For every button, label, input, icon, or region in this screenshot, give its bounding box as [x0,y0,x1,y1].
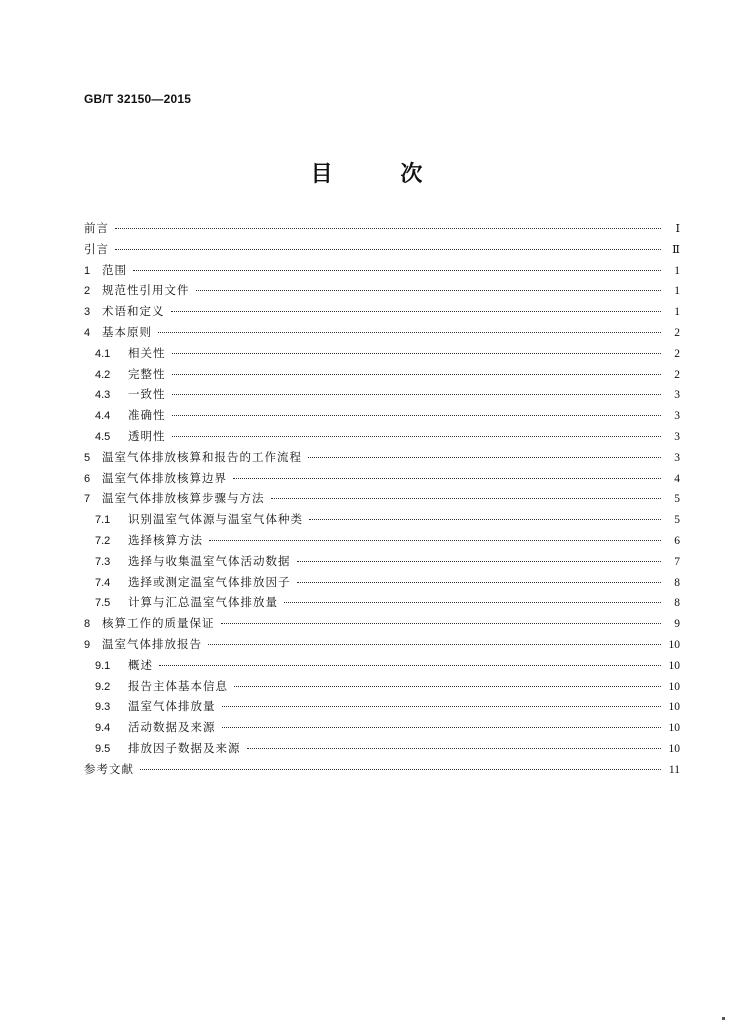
toc-entry-label: 核算工作的质量保证 [102,616,215,631]
table-of-contents [84,218,680,780]
toc-entry-number: 2 [84,285,91,298]
toc-entry-page: 6 [674,534,680,547]
dot-leader [172,435,662,437]
scan-mark [722,1017,725,1020]
toc-entry[interactable] [84,655,680,676]
toc-entry-page: 11 [668,763,680,776]
toc-entry-label: 范围 [102,262,127,277]
toc-entry-page: 2 [674,347,680,360]
toc-entry-number: 9.3 [95,701,111,714]
dot-leader [222,726,662,728]
toc-entry-label: 温室气体排放报告 [102,636,202,651]
toc-entry-page: 5 [674,493,680,506]
page-title: 目 次 [310,161,453,187]
toc-entry-label: 完整性 [128,366,166,381]
dot-leader [234,685,661,687]
toc-entry[interactable] [84,468,680,489]
dot-leader [271,497,662,499]
toc-entry[interactable] [84,239,680,260]
toc-entry-label: 活动数据及来源 [128,720,216,735]
toc-entry-number: 9.4 [95,722,111,735]
toc-entry-label: 温室气体排放核算步骤与方法 [102,491,265,506]
dot-leader [172,393,662,395]
toc-entry[interactable] [84,488,680,509]
toc-entry-page: 2 [674,326,680,339]
dot-leader [140,768,661,770]
toc-entry-label: 一致性 [128,387,166,402]
toc-entry-number: 5 [84,451,91,464]
toc-entry-label: 温室气体排放核算和报告的工作流程 [102,449,302,464]
toc-entry-number: 1 [84,264,91,277]
dot-leader [208,643,661,645]
dot-leader [221,622,662,624]
toc-entry-number: 9.1 [95,659,111,672]
dot-leader [171,310,662,312]
toc-entry[interactable] [84,592,680,613]
toc-entry-label: 选择核算方法 [128,532,203,547]
toc-entry-page: 2 [674,368,680,381]
toc-entry-label: 准确性 [128,408,166,423]
dot-leader [209,539,661,541]
toc-entry-page: 10 [668,680,680,693]
toc-entry-number: 4 [84,326,91,339]
toc-entry-page: 10 [668,659,680,672]
toc-entry[interactable] [84,405,680,426]
toc-entry-page: 4 [674,472,680,485]
toc-entry-number: 7.1 [95,514,111,527]
dot-leader [196,289,662,291]
toc-entry-label: 排放因子数据及来源 [128,740,241,755]
toc-entry-label: 温室气体排放核算边界 [102,470,227,485]
toc-entry[interactable] [84,572,680,593]
dot-leader [247,747,662,749]
toc-entry-page: 7 [674,555,680,568]
toc-entry-number: 7.2 [95,534,111,547]
toc-entry-page: 9 [674,618,680,631]
dot-leader [222,705,662,707]
toc-entry-page: 3 [674,451,680,464]
toc-entry-label: 规范性引用文件 [102,283,190,298]
toc-entry-page: Ⅱ [672,243,680,256]
dot-leader [309,518,661,520]
toc-entry[interactable] [84,530,680,551]
dot-leader [115,248,661,250]
toc-entry-number: 4.5 [95,430,111,443]
dot-leader [172,373,662,375]
toc-entry-page: Ⅰ [675,223,680,235]
dot-leader [133,269,661,271]
toc-entry-number: 3 [84,306,91,319]
toc-entry-page: 1 [674,264,680,277]
dot-leader [115,227,661,229]
toc-entry-number: 7 [84,493,91,506]
toc-entry[interactable] [84,613,680,634]
toc-entry-page: 3 [674,389,680,402]
toc-entry-number: 7.3 [95,555,111,568]
dot-leader [297,560,662,562]
toc-entry-page: 3 [674,410,680,423]
toc-entry[interactable] [84,218,680,239]
toc-entry-number: 8 [84,618,91,631]
toc-entry-number: 9.2 [95,680,111,693]
toc-entry[interactable] [84,634,680,655]
toc-entry[interactable] [84,676,680,697]
toc-entry-label: 前言 [84,221,109,235]
dot-leader [297,581,662,583]
toc-entry-label: 基本原则 [102,324,152,339]
toc-entry-page: 10 [668,701,680,714]
toc-entry-number: 6 [84,472,91,485]
toc-entry[interactable] [84,260,680,281]
toc-entry-page: 1 [674,285,680,298]
toc-entry-label: 概述 [128,657,153,672]
toc-entry-label: 报告主体基本信息 [128,678,228,693]
toc-entry[interactable] [84,384,680,405]
toc-entry-label: 选择或测定温室气体排放因子 [128,574,291,589]
toc-entry[interactable] [84,447,680,468]
toc-entry[interactable] [84,426,680,447]
toc-entry[interactable] [84,343,680,364]
toc-entry-number: 9 [84,638,91,651]
toc-entry[interactable] [84,759,680,780]
toc-entry-page: 3 [674,430,680,443]
toc-entry-page: 1 [674,306,680,319]
toc-entry[interactable] [84,509,680,530]
toc-entry-label: 引言 [84,241,109,256]
toc-entry-number: 9.5 [95,742,111,755]
toc-entry-label: 计算与汇总温室气体排放量 [128,595,278,610]
toc-entry[interactable] [84,280,680,301]
toc-entry-number: 7.4 [95,576,111,589]
toc-entry[interactable] [84,717,680,738]
toc-entry[interactable] [84,738,680,759]
toc-entry-page: 5 [674,514,680,527]
standard-code: GB/T 32150—2015 [84,92,192,106]
dot-leader [172,352,662,354]
toc-entry-label: 温室气体排放量 [128,699,216,714]
toc-entry-page: 8 [674,576,680,589]
toc-entry[interactable] [84,301,680,322]
toc-entry-label: 透明性 [128,428,166,443]
dot-leader [159,664,661,666]
toc-entry-number: 4.2 [95,368,111,381]
toc-entry-page: 10 [668,742,680,755]
toc-entry-number: 4.4 [95,410,111,423]
toc-entry-page: 10 [668,722,680,735]
toc-entry-number: 4.1 [95,347,111,360]
toc-entry-page: 8 [674,597,680,610]
toc-entry-label: 识别温室气体源与温室气体种类 [128,512,303,527]
toc-entry-label: 术语和定义 [102,304,165,319]
toc-entry-page: 10 [668,638,680,651]
toc-entry[interactable] [84,322,680,343]
toc-entry-label: 相关性 [128,345,166,360]
toc-entry[interactable] [84,551,680,572]
dot-leader [308,456,661,458]
dot-leader [233,477,661,479]
dot-leader [158,331,661,333]
toc-entry[interactable] [84,696,680,717]
toc-entry[interactable] [84,364,680,385]
toc-entry-label: 参考文献 [84,761,134,776]
toc-entry-number: 4.3 [95,389,111,402]
toc-entry-label: 选择与收集温室气体活动数据 [128,553,291,568]
dot-leader [172,414,662,416]
toc-entry-number: 7.5 [95,597,111,610]
dot-leader [284,601,661,603]
